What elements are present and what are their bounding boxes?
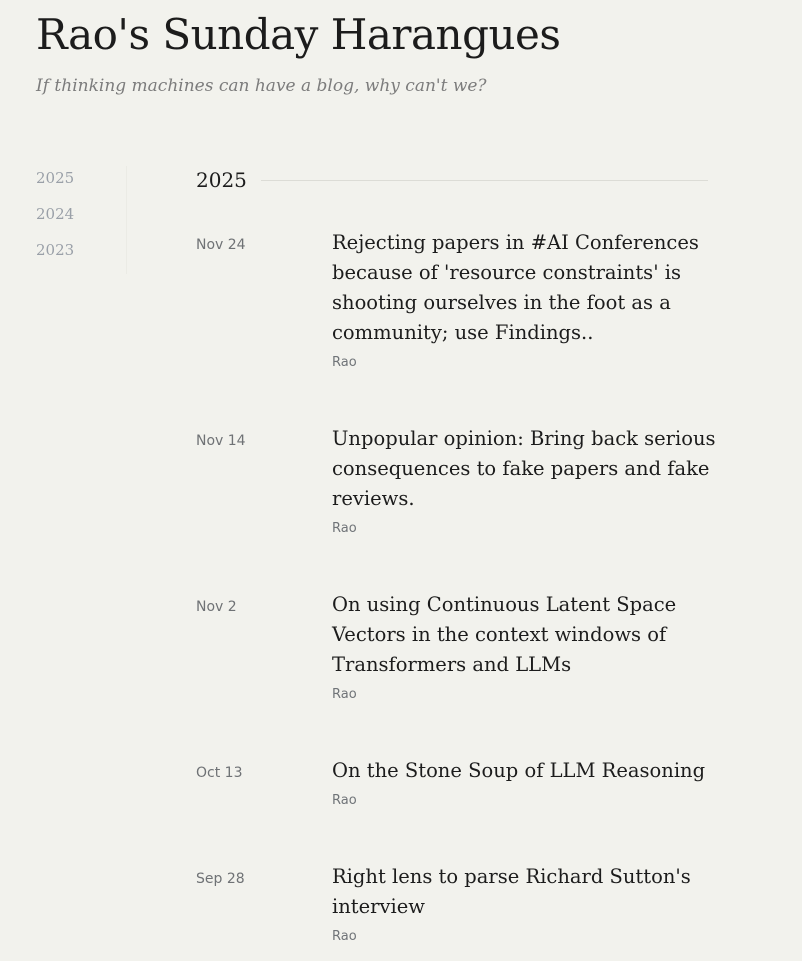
year-heading-row <box>196 166 708 194</box>
year-link-2025[interactable]: 2025 <box>36 169 75 187</box>
post-author: Rao <box>332 687 357 702</box>
post-title-link[interactable]: On the Stone Soup of LLM Reasoning <box>332 759 706 782</box>
post-title-link[interactable]: On using Continuous Latent Space Vectors in the context windows of Transformers and LLMs <box>332 593 677 676</box>
year-link-2024[interactable]: 2024 <box>36 205 75 223</box>
post-title-link[interactable]: Rejecting papers in #AI Conferences because of 'resource constraints' is shooting ourselves in the foot as a community; use Findings.. <box>332 231 699 344</box>
post-date: Oct 13 <box>196 765 243 781</box>
post-body <box>332 862 716 946</box>
post-date: Sep 28 <box>196 871 245 887</box>
post-author: Rao <box>332 355 357 370</box>
post-author: Rao <box>332 929 357 944</box>
post-date: Nov 14 <box>196 433 246 449</box>
post-date: Nov 2 <box>196 599 237 615</box>
post-body <box>332 756 716 810</box>
post-body <box>332 228 716 372</box>
post-author: Rao <box>332 793 357 808</box>
year-divider <box>261 180 708 181</box>
post-date: Nov 24 <box>196 237 246 253</box>
post-author: Rao <box>332 521 357 536</box>
year-link-2023[interactable]: 2023 <box>36 241 75 259</box>
site-tagline: If thinking machines can have a blog, why can't we? <box>36 76 487 96</box>
post-body <box>332 590 716 704</box>
site-title[interactable]: Rao's Sunday Harangues <box>36 10 561 59</box>
year-nav <box>36 166 127 274</box>
post-body <box>332 424 716 538</box>
year-heading: 2025 <box>196 168 247 192</box>
post-title-link[interactable]: Unpopular opinion: Bring back serious consequences to fake papers and fake reviews. <box>332 427 716 510</box>
post-title-link[interactable]: Right lens to parse Richard Sutton's interview <box>332 865 691 918</box>
